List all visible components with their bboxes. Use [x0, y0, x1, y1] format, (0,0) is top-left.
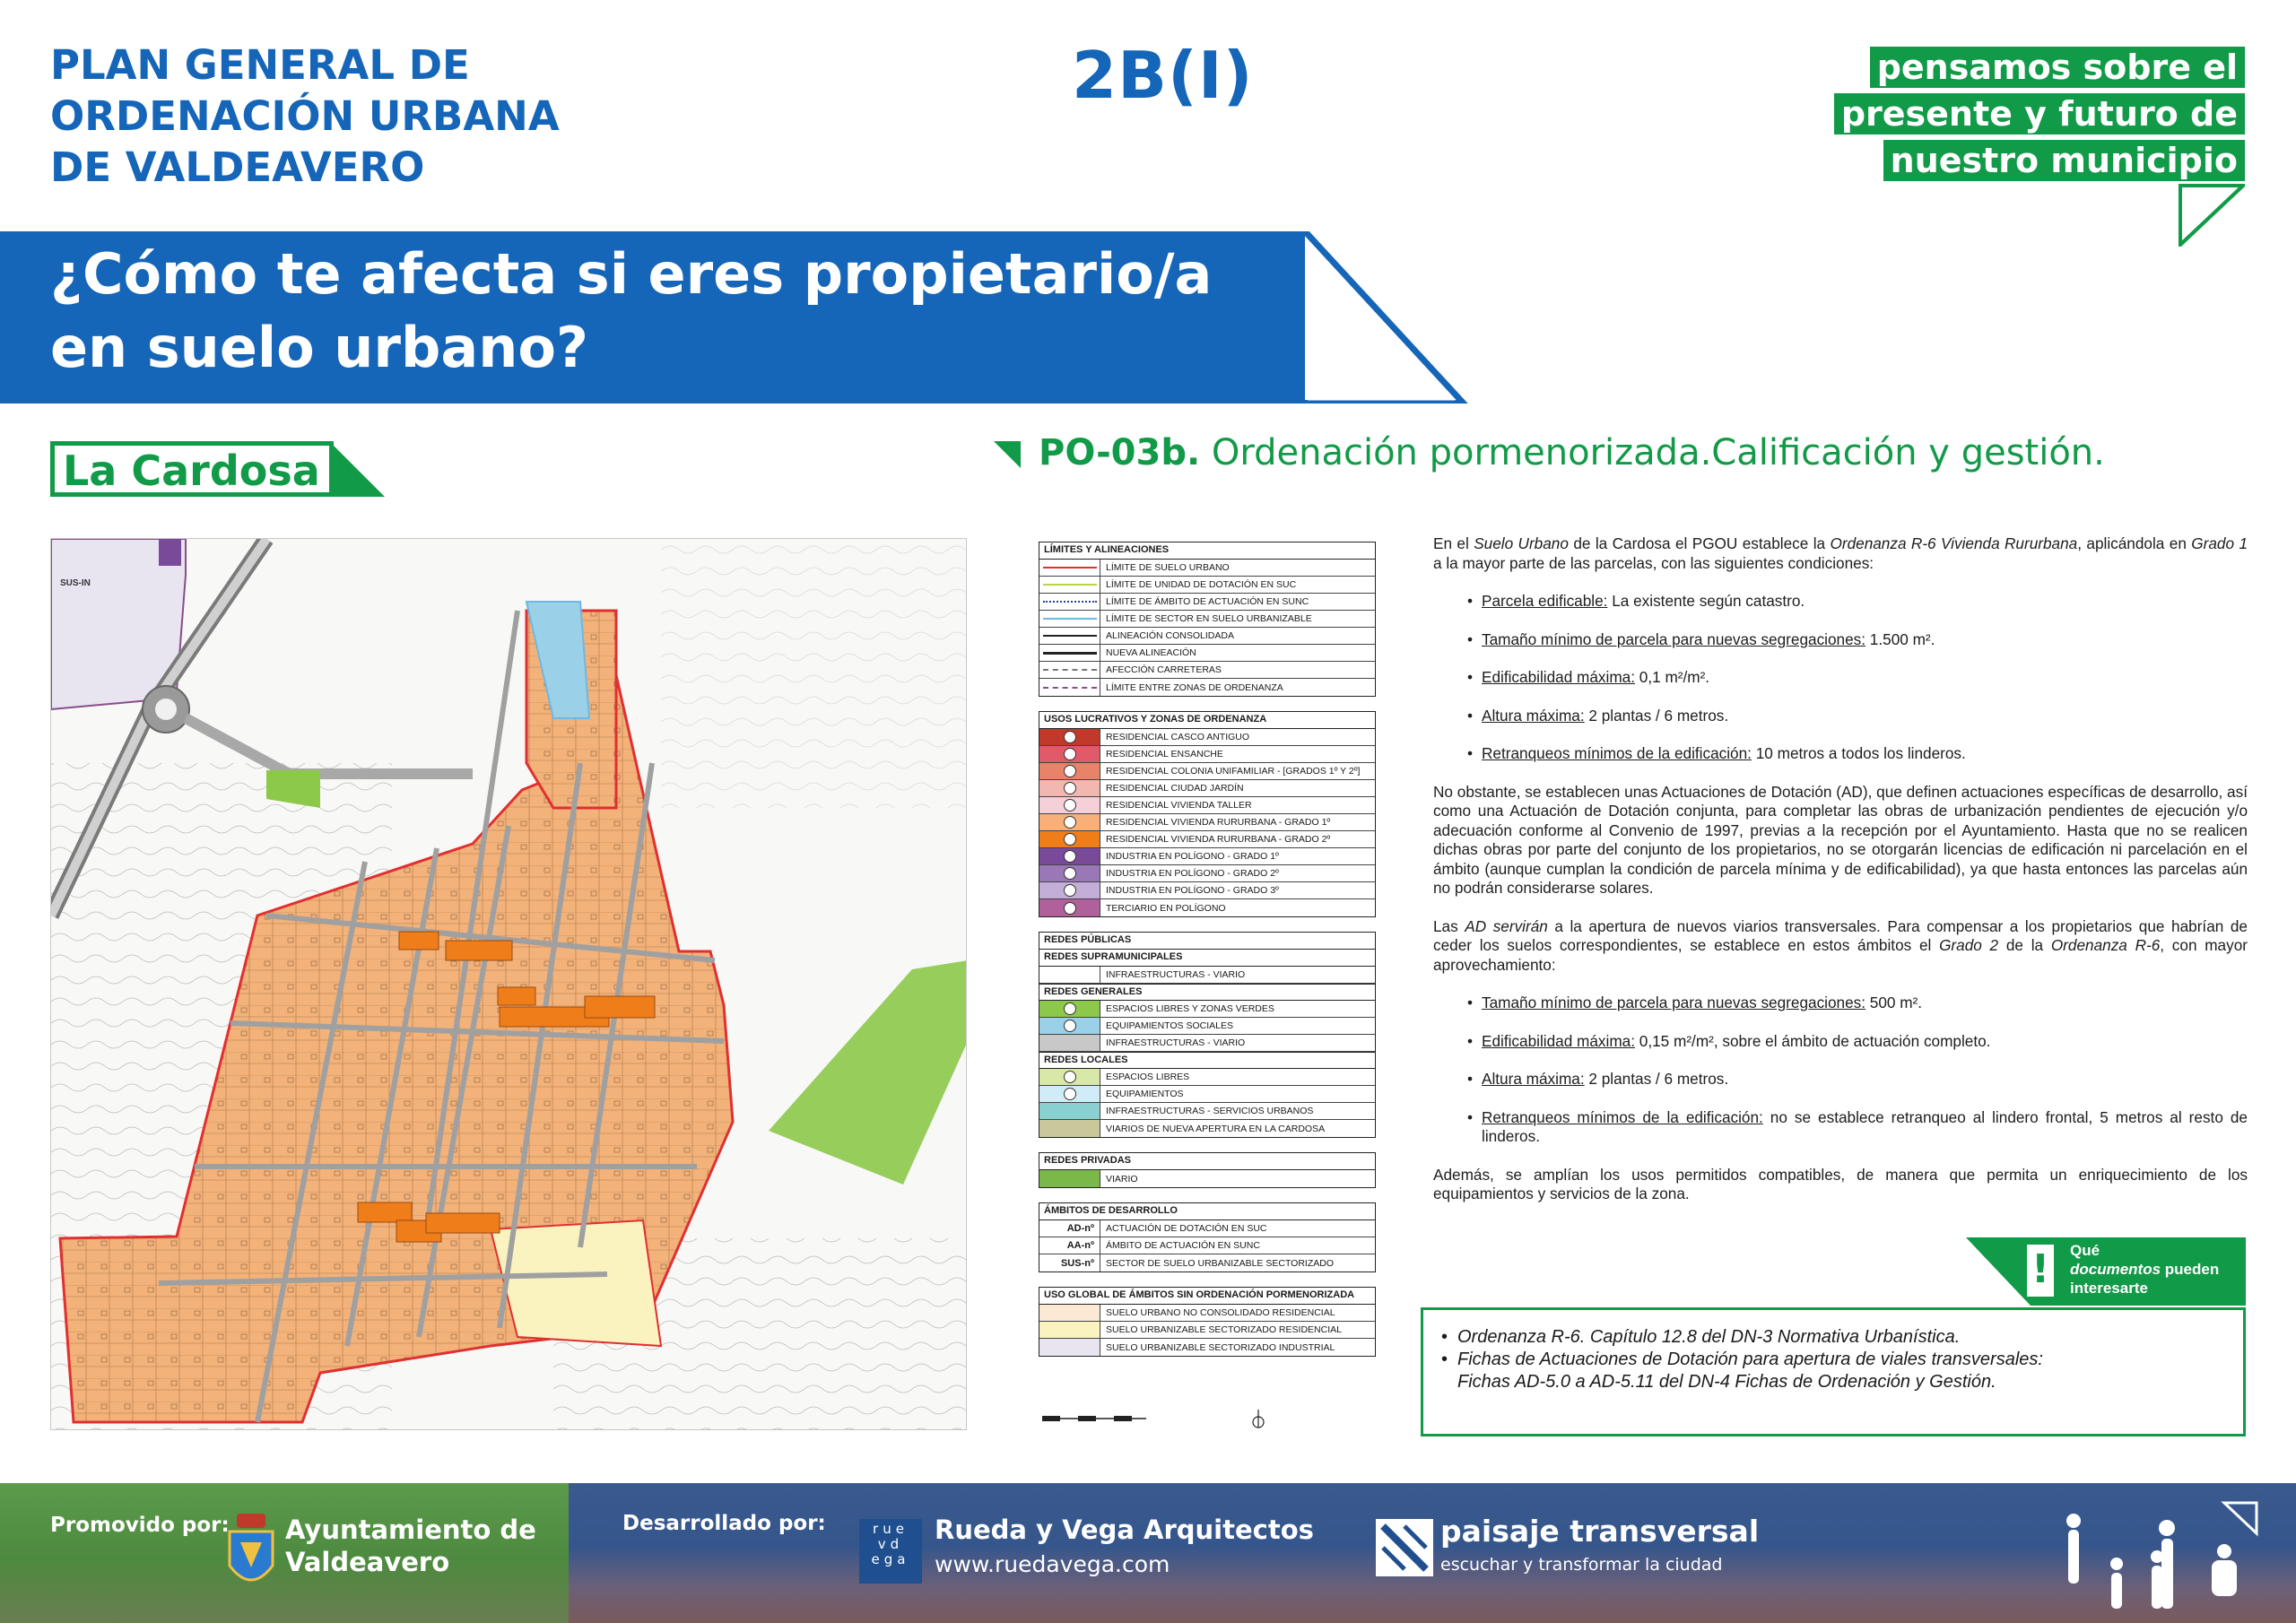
legend-row: LÍMITE DE UNIDAD DE DOTACIÓN EN SUC	[1039, 577, 1375, 594]
list-item: • Tamaño mínimo de parcela para nuevas segregaciones: 500 m².	[1482, 994, 2248, 1013]
legend-global-use	[1039, 1287, 1376, 1357]
scale-bar-icon	[1040, 1408, 1274, 1433]
list-item: • Altura máxima: 2 plantas / 6 metros.	[1482, 707, 2248, 726]
legend-row: EQUIPAMIENTOS SOCIALES	[1039, 1018, 1375, 1035]
legend-row: NUEVA ALINEACIÓN	[1039, 645, 1375, 662]
people-silhouettes-icon	[2054, 1501, 2260, 1614]
legend-global-title: USO GLOBAL DE ÁMBITOS SIN ORDENACIÓN PORMENORIZADA	[1039, 1288, 1375, 1305]
list-item: • Parcela edificable: La existente según catastro.	[1482, 592, 2248, 612]
slogan-line-2: presente y futuro de	[1834, 93, 2245, 135]
paisaje-transversal-name: paisaje transversal	[1440, 1514, 1760, 1549]
developed-by-label: Desarrollado por:	[622, 1512, 826, 1535]
body-paragraph-4: Además, se amplían los usos permitidos compatibles, de manera que permita un enriquecimiento de los equipamientos y servicios de la zona.	[1433, 1165, 2248, 1202]
legend-row: RESIDENCIAL COLONIA UNIFAMILIAR - [GRADOS 1º Y 2º]	[1039, 763, 1375, 780]
body-paragraph-1: En el Suelo Urbano de la Cardosa el PGOU establece la Ordenanza R-6 Vivienda Rururbana, aplicándola en Grado 1 a la mayor parte de las parcelas, con las siguientes condiciones:	[1433, 534, 2248, 572]
legend-row: INFRAESTRUCTURAS - VIARIO	[1039, 967, 1375, 984]
legend-row: RESIDENCIAL CASCO ANTIGUO	[1039, 729, 1375, 746]
map-legend	[1039, 542, 1376, 1371]
legend-row: AD-nº ACTUACIÓN DE DOTACIÓN EN SUC	[1039, 1220, 1375, 1237]
panel-code: 2B(I)	[1072, 38, 1254, 113]
legend-row: RESIDENCIAL VIVIENDA TALLER	[1039, 797, 1375, 814]
plan-code: PO-03b.	[1039, 432, 1201, 473]
legend-row: ESPACIOS LIBRES Y ZONAS VERDES	[1039, 1001, 1375, 1018]
legend-row: EQUIPAMIENTOS	[1039, 1086, 1375, 1103]
legend-row: SUELO URBANIZABLE SECTORIZADO INDUSTRIAL	[1039, 1339, 1375, 1356]
conditions-list-grade-2	[1482, 994, 2248, 1147]
slogan-line-1: pensamos sobre el	[1870, 47, 2245, 88]
legend-row: RESIDENCIAL VIVIENDA RURURBANA - GRADO 1º	[1039, 814, 1375, 831]
legend-supra-title: REDES SUPRAMUNICIPALES	[1039, 950, 1375, 967]
promoter-name: Ayuntamiento de Valdeavero	[285, 1515, 536, 1577]
legend-row: SUELO URBANIZABLE SECTORIZADO RESIDENCIAL	[1039, 1322, 1375, 1339]
paisaje-transversal-tagline: escuchar y transformar la ciudad	[1440, 1555, 1723, 1575]
roundabout-center	[155, 699, 177, 720]
exclamation-icon: !	[2027, 1245, 2054, 1297]
body-paragraph-3: Las AD servirán a la apertura de nuevos viarios transversales. Para compensar a los propietarios que habrían de ceder los suelos correspondientes, se establece en estos ámbitos el Grado 2 de la Ordenanza R-6, con mayor aprovechamiento:	[1433, 916, 2248, 974]
legend-row: LÍMITE DE ÁMBITO DE ACTUACIÓN EN SUNC	[1039, 594, 1375, 611]
banner-question	[50, 238, 1212, 385]
legend-row: LÍMITE DE SUELO URBANO	[1039, 560, 1375, 577]
legend-row: INFRAESTRUCTURAS - VIARIO	[1039, 1035, 1375, 1052]
body-paragraph-2: No obstante, se establecen unas Actuaciones de Dotación (AD), que definen actuaciones específicas de desarrollo, así como una Actuación de Dotación conjunta, para completar las obras de urbanización pendientes de ejecución y/o adecuación conforme al Convenio de 1997, previas a la recepción por el Ayuntamiento. Hasta que no se realicen dichas obras por parte del conjunto de los propietarios, no se otorgarán licencias de edificación ni parcelación en el ámbito (aunque cumplan la condición de parcela mínima y de edificabilidad), ya que hasta entonces las parcelas aún no podrán considerarse solares.	[1433, 782, 2248, 897]
legend-locales-title: REDES LOCALES	[1039, 1052, 1375, 1069]
documents-tag	[1966, 1237, 2246, 1309]
rueda-vega-logo: rue vd ega	[859, 1519, 922, 1584]
legend-development-areas	[1039, 1202, 1376, 1272]
legend-row: VIARIO	[1039, 1170, 1375, 1187]
legend-row: SUS-nº SECTOR DE SUELO URBANIZABLE SECTORIZADO	[1039, 1254, 1375, 1271]
urban-plan-map[interactable]	[50, 538, 967, 1430]
legend-limits-title: LÍMITES Y ALINEACIONES	[1039, 542, 1375, 560]
legend-public-title: REDES PÚBLICAS	[1039, 933, 1375, 950]
map-drawing	[51, 539, 967, 1430]
legend-row: SUELO URBANO NO CONSOLIDADO RESIDENCIAL	[1039, 1305, 1375, 1322]
legend-row: ALINEACIÓN CONSOLIDADA	[1039, 628, 1375, 645]
contour-area-east	[661, 539, 967, 808]
section-triangle-icon	[994, 441, 1021, 468]
document-item: • Fichas de Actuaciones de Dotación para apertura de viales transversales:	[1441, 1349, 2225, 1371]
list-item: • Edificabilidad máxima: 0,15 m²/m², sobre el ámbito de actuación completo.	[1482, 1032, 2248, 1052]
legend-row: INDUSTRIA EN POLÍGONO - GRADO 3º	[1039, 882, 1375, 899]
slogan-triangle-icon	[2179, 184, 2245, 247]
place-name: La Cardosa	[63, 447, 320, 495]
paisaje-transversal-logo	[1376, 1519, 1433, 1576]
list-item: • Tamaño mínimo de parcela para nuevas segregaciones: 1.500 m².	[1482, 630, 2248, 650]
legend-row: ESPACIOS LIBRES	[1039, 1069, 1375, 1086]
list-item: • Retranqueos mínimos de la edificación: no se establece retranqueo al lindero frontal, 5 metros al resto de linderos.	[1482, 1108, 2248, 1147]
legend-row: LÍMITE ENTRE ZONAS DE ORDENANZA	[1039, 679, 1375, 696]
list-item: • Retranqueos mínimos de la edificación: 10 metros a todos los linderos.	[1482, 744, 2248, 764]
footer	[0, 1483, 2296, 1623]
plan-section-name: Ordenación pormenorizada.Calificación y gestión.	[1200, 432, 2105, 473]
legend-row: RESIDENCIAL VIVIENDA RURURBANA - GRADO 2º	[1039, 831, 1375, 848]
legend-row: INFRAESTRUCTURAS - SERVICIOS URBANOS	[1039, 1103, 1375, 1120]
legend-public-networks	[1039, 932, 1376, 1138]
legend-private-title: REDES PRIVADAS	[1039, 1153, 1375, 1170]
plan-title-line-1: PLAN GENERAL DE	[50, 41, 470, 89]
place-tag-arrow-icon	[329, 441, 392, 500]
legend-row: AA-nº ÁMBITO DE ACTUACIÓN EN SUNC	[1039, 1237, 1375, 1254]
legend-row: TERCIARIO EN POLÍGONO	[1039, 899, 1375, 916]
legend-row: LÍMITE DE SECTOR EN SUELO URBANIZABLE	[1039, 611, 1375, 628]
list-item: • Edificabilidad máxima: 0,1 m²/m².	[1482, 668, 2248, 688]
document-item: • Ordenanza R-6. Capítulo 12.8 del DN-3 Normativa Urbanística.	[1441, 1326, 2225, 1349]
sus-in-label: SUS-IN	[60, 578, 91, 588]
slogan	[1834, 47, 2245, 187]
banner-line-1: ¿Cómo te afecta si eres propietario/a	[50, 241, 1213, 307]
legend-row: VIARIOS DE NUEVA APERTURA EN LA CARDOSA	[1039, 1120, 1375, 1137]
rueda-vega-name: Rueda y Vega Arquitectos	[935, 1515, 1314, 1545]
legend-row: RESIDENCIAL ENSANCHE	[1039, 746, 1375, 763]
list-item: • Altura máxima: 2 plantas / 6 metros.	[1482, 1070, 2248, 1089]
plan-title-line-3: DE VALDEAVERO	[50, 143, 425, 191]
legend-limits	[1039, 542, 1376, 697]
legend-generales-title: REDES GENERALES	[1039, 984, 1375, 1001]
promoted-by-label: Promovido por:	[50, 1514, 230, 1537]
document-item-continuation: Fichas AD-5.0 a AD-5.11 del DN-4 Fichas de Ordenación y Gestión.	[1457, 1372, 1996, 1392]
plan-title	[50, 39, 624, 193]
banner-line-2: en suelo urbano?	[50, 315, 588, 380]
documents-box	[1421, 1307, 2246, 1436]
legend-row: INDUSTRIA EN POLÍGONO - GRADO 2º	[1039, 865, 1375, 882]
slogan-line-3: nuestro municipio	[1883, 140, 2245, 181]
legend-ambitos-title: ÁMBITOS DE DESARROLLO	[1039, 1203, 1375, 1220]
legend-uses	[1039, 711, 1376, 917]
yellow-sector	[491, 1220, 661, 1346]
legend-uses-title: USOS LUCRATIVOS Y ZONAS DE ORDENANZA	[1039, 712, 1375, 729]
legend-row: AFECCIÓN CARRETERAS	[1039, 662, 1375, 679]
conditions-list-grade-1	[1482, 592, 2248, 764]
documents-tag-text: Qué documentos pueden interesarte	[2070, 1242, 2220, 1297]
coat-of-arms-icon	[224, 1510, 278, 1596]
industrial-plot	[159, 539, 181, 566]
legend-row: RESIDENCIAL CIUDAD JARDÍN	[1039, 780, 1375, 797]
legend-row: INDUSTRIA EN POLÍGONO - GRADO 1º	[1039, 848, 1375, 865]
plan-title-line-2: ORDENACIÓN URBANA	[50, 92, 560, 140]
legend-private-networks	[1039, 1152, 1376, 1188]
body-text	[1433, 534, 2248, 1223]
rueda-vega-website[interactable]: www.ruedavega.com	[935, 1551, 1170, 1577]
plan-section-title	[994, 432, 2105, 473]
